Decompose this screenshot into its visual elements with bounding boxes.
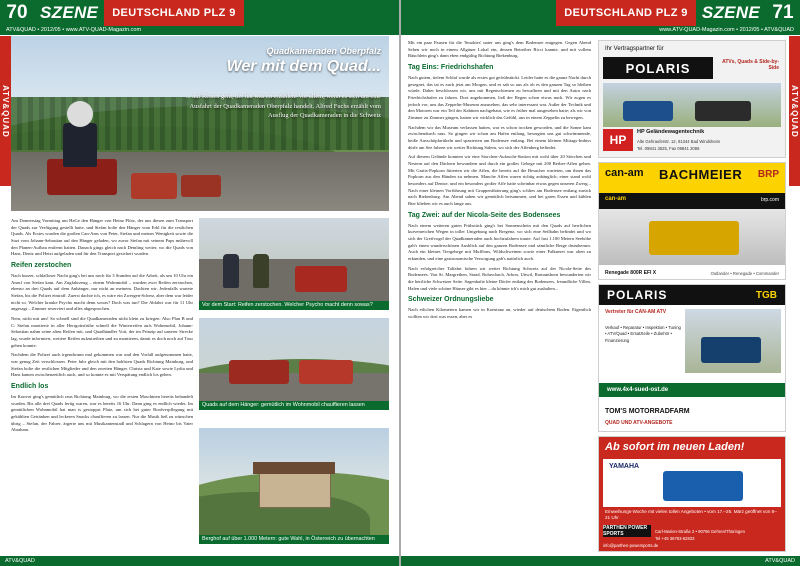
right-page — [400, 0, 800, 566]
right-page-header — [400, 0, 800, 26]
ad-polaris-tagline: ATVs, Quads & Side-by-Side — [722, 59, 779, 71]
ad-canam-vehicle — [649, 221, 739, 255]
paragraph: Nach kurzer, schlafloser Nacht ging's bei uns noch für 3 Stunden auf die Arbeit, als um 10 Uhr ein Anruf von Stefan kam. Am Zugfahrzeug – einem Wohnmobil – wurden zwei Reifen zerstochen, ebenso an drei Quads auf dem Anhänger, nur nicht an meinem. Dachten wir. Jedenfalls wartete Stefan, bis die Polizei eintraff. Zuerst dachte ich, es wäre ein Zwergen-Scherz, aber dem war leider nicht so. Welcher krauke Psycho macht denn sowas? Doch was tun? Die Abfahrt war für 11 Uhr angesagt – Zimmer reserviert und alles abgesprochen. — [11, 273, 193, 312]
photo-reifen-zerstochen — [199, 218, 389, 310]
ad-canam-banner — [599, 163, 785, 193]
ad-hp-logo: HP — [603, 129, 633, 151]
ad-canam-dealer: BACHMEIER — [659, 167, 743, 182]
ad-dealer-site: www.4x4-sued-ost.de — [607, 387, 669, 393]
right-header-szene: SZENE — [701, 3, 760, 22]
article-title: Wer mit dem Quad... — [226, 58, 381, 75]
paragraph: Nein, nicht mit uns! So schnell sind die Quadkameraden nicht klein zu kriegen. Also Plan B und C: Stefan montierte in aller Herrgottsfrühe schnell die Winterreifen aufs Wohnmobil, Johann-Sebastian nahm seine alten Reifen mit, und Quadhändler Voit, der im Prinzip auf unserer Strecke lag, wurde informiert, weitere Reifen aufzutreiben und zu montieren, damit es doch noch auf Tour gehen konnte. — [11, 316, 193, 348]
photo-quads-auf-haenger — [199, 318, 389, 410]
ad-dealer-vehicle — [701, 337, 761, 363]
ad-dealer-photo — [685, 309, 781, 373]
lead-photo-helmet — [67, 101, 93, 127]
ad-dealer-heading: Vertreter für CAN-AM ATV — [605, 309, 667, 315]
paragraph: Am Donnerstag Vormittag um HaGe den Hänger von Heinz Plötz, der uns diesen zum Transport der Quads zur Verfügung gestellt hatte, und Stefan holte den Hänger vom Erbl für die restlichen Quads. Als Erstes wurden die großen Can-Ams von Peter, Stefan und meiner Wenigkeit sowie die Suzi vom Johann-Sebastian auf den Hänger geladen, wo zuvor Stefan mit seinem Paps mühevoll den Planen-Aufbau entfernt hatten. Danach gings gleich nach Demling weiter, wo die Quads von Hans, Deniz und Heizi aufgeladen und für den Transport gesichert wurden. — [11, 218, 193, 257]
left-subbar — [0, 26, 400, 35]
subhead-schweizer-ordnungsliebe: Schweizer Ordnungsliebe — [408, 296, 494, 304]
paragraph: Nach etlichen Kilometern kamen wir in Konstanz an, wieder auf deutschem Boden. Eigentlich wollten wir dort was essen, aber es — [408, 307, 591, 320]
subhead-tag-eins: Tag Eins: Friedrichshafen — [408, 63, 494, 71]
lead-photo-rider — [63, 123, 97, 167]
right-footer-label: ATV&QUAD — [765, 558, 795, 564]
ad-canam-brand: can-am — [605, 167, 644, 179]
ad-canam-photo — [599, 209, 785, 265]
caption-photo-haenger: Quads auf dem Hänger: gemütlich im Wohnmobil chauffieren lassen — [199, 401, 389, 410]
ad-canam-strip-brand: can-am — [605, 196, 627, 202]
paragraph: Nachdem wir das Museum verlassen hatten, war es schon trocken geworden, und die Sonne kam zwischendurch raus. So gingen wir schon am Hafen entlang, besorgten uns gut schwimmende, heiße Ausschöpfartikeln und spazierten am Bodensee entlang. Bei einem kleinen Mittags-Imbiss dürfe am See fuhren wir weiter Richtung Salem, wo sich der Affenberg befindet. — [408, 124, 591, 150]
ad-hp-company: HP Geländewagentechnik — [637, 129, 705, 135]
ad-hp-contact: Tel. 09841 3525, Fax 09841 2086 — [637, 146, 700, 151]
photo-berghof — [199, 428, 389, 544]
paragraph: Auf diesem Gelände konnten wir eine Storchen-Aufzucht-Station mit wohl über 20 Störchen und Nestern auf den Dächern bewundern und durch ein großes Gehege mit 200 Berber-Affen gehen. Mit Gratis-Popkorn fütterten wir die Affen, die bereits auf die Besucher warteten, um ihnen das Popkorn aus den Händen zu nehmen. Manche Affen waren richtig anhänglich; einer stand wohl besonders auf Denise, und ein besonders großer Affe hatte scheinbar etwas gegen unseren Zwerg... Nach einer kleinen Vorführung mit Gruppenfütterung ging's schlies am Bodensee entlang zurück nach Riekenburg. Am Abend sahen wir gemütlich beisammen, und bei garen Essen und kühlen Bier blieben wir es auch lange aus. — [408, 154, 591, 206]
ad-polaris-photo-vehicle — [623, 101, 673, 121]
subhead-endlich-los: Endlich los — [11, 382, 49, 390]
right-header-spacer — [400, 0, 556, 26]
photo-roof — [253, 462, 335, 474]
left-column-text — [11, 218, 193, 437]
left-side-tab: ATV&QUAD — [0, 36, 11, 186]
ad-canam-sub: BRP — [757, 169, 779, 180]
photo-quad — [229, 360, 289, 384]
paragraph: Mit ein paar Pausen für die 'Smokies' unter uns ging's dem Bodensee entgegen. Gegen Abend Sehen wir noch in einem Allgäuer Lokal ein, dessen Betreiber Ricci kannte, und mit vollem Bäuchlein ging's dann eben endgültig Richtung Riekenburg. — [408, 40, 591, 59]
lead-photo-quad-2 — [131, 173, 177, 199]
left-header-meta: ATV&QUAD • 2012/05 • www.ATV-QUAD-Magazin.com — [6, 27, 142, 33]
ad-dealer-subtag: QUAD UND ATV-ANGEBOTE — [605, 420, 673, 426]
ad-polaris-headline: Ihr Vertragspartner für — [605, 46, 664, 52]
left-header-szene: SZENE — [40, 3, 99, 22]
ad-canam-model: Renegade 800R EFI X — [605, 270, 657, 276]
ad-polaris-photo — [603, 83, 781, 127]
ad-polaris-brand: POLARIS — [625, 60, 691, 76]
ad-dealer-sitebar[interactable] — [599, 383, 785, 397]
left-header-region: DEUTSCHLAND PLZ 9 — [104, 0, 244, 26]
ad-canam-website: brp.com — [760, 197, 779, 203]
ad-parthen-address: Carl-Marien-Straße 2 • 90766 Gehren/Thüringen — [655, 529, 745, 534]
ad-canam-models: Outlander • Renegade • Commander — [710, 271, 779, 276]
ad-parthen[interactable] — [598, 436, 786, 552]
ad-polaris-dealer[interactable] — [598, 284, 786, 432]
photo-quad — [295, 266, 347, 292]
ad-parthen-headline: Ab sofort im neuen Laden! — [605, 441, 745, 453]
ad-parthen-contact: Tel +49 36783-62833 — [655, 536, 695, 541]
paragraph: Nach gutem, tiefem Schlaf wurde als erstes gut gefrühstückt. Leider hatte es die gaunz Nacht durch gesegnet, das tat es auch jetzt am Morgen, und es sah so aus als ob es den ganzen Tag so bleiben würde. Daher beschlossen wir, uns mit Regenschirmen zu bewaffnen und mit den Autos nach Friedrichshafen zu fahren. Dort angekommen, ließ der Regen schon etwas nach. Wir zogen es jedoch vor, uns das Zeppelin-Museum anzusehen, das sehr interessant war. Außer der Technik und den Motoren war ein Teil der Kabinen nachgebaut, wie es früher mal ausgesehen hatte; als wir von Zimmer zu Zimmer gingen, hatten wir wirklich das Gefühl, uns in einem Zeppelin zu bewegen. — [408, 75, 591, 121]
ad-polaris-hp[interactable] — [598, 40, 786, 158]
caption-photo-berghof: Berghof auf über 1.000 Metern: gute Wahl, in Österreich zu übernachten — [199, 535, 389, 544]
photo-quad — [299, 360, 353, 384]
left-page-number: 70 — [0, 0, 34, 26]
subhead-tag-zwei: Tag Zwei: auf der Nicola-Seite des Bodensees — [408, 211, 561, 219]
subhead-reifen-zerstochen: Reifen zerstochen — [11, 261, 72, 269]
ad-polaris-photo-vehicle-2 — [695, 101, 751, 121]
left-footer-label: ATV&QUAD — [5, 558, 35, 564]
paragraph: Im Konvoi ging's gemütlich raus Richtung Mainburg, wo die ersten Maschinen bereits behandelt wurden. Bis alle drei Quads fertig waren, war es bereits 16 Uhr. Dann ging es endlich wieder. Im gemütlichen Wohnmobil hat man is gestoppst Platz, um sich bei guter Bordverpflegung mit gekühlten Getränken und leckeren Snacks chauffieren zu lassen. Nur die Musik ließ zu wünschen übrig – Stefan, der Fahrer, ärgerte uns mit Musikantenstadl und Schlagern von Heino bis Vater Abraham. — [11, 394, 193, 433]
right-page-number: 71 — [766, 0, 800, 26]
ad-parthen-vehicle — [663, 471, 743, 501]
left-page-header — [0, 0, 400, 26]
lead-photo — [11, 36, 389, 211]
right-side-tab: ATV&QUAD — [789, 36, 800, 186]
paragraph: Nach einem weiteren guten Frühstück ging's bei Sonnenschein mit den Quads auf herrlichen kurvenreichen Wegen in toller Umgebung nach Bregenz, wo sich eine Seilbahn befindet und wo sich der Greifvogel der Quadkameraden auch hochzufahren traute. Auf fast 1.100 Metern Seehöhe gab's einen wunderschönen Ausblick auf den ganzen Bodensee und sämtliche Berge drumherum. Auch ein kleines Tiergehege mit Mufflons, Wildschweinen sowie einer Falknerei war oben zu erkunden, und eine gastronomische Versorgung gab's natürlich auch. — [408, 222, 591, 261]
ad-parthen-yamaha: YAMAHA — [609, 463, 640, 470]
ad-dealer-tgb: TGB — [755, 289, 777, 301]
article-kicker: Quadkameraden Oberpfalz — [266, 46, 381, 56]
paragraph: Nach erfolgreicher Talfahrt fuhren wir weiter Richtung Schweiz auf der Nicola-Seite des Bodensees. Von St. Margrethen, Staad, Rohrschach, Arbon, Uttwil, Romanshorn bewunderten wir die herrliche Schweizer Seite. Sagenhafte kleine Dörfer entlang des Bodensees, freundliche Villen, Hafen und viele schöne Häuser gibt es hier – da könnte ich's mich gut aushalten... — [408, 265, 591, 291]
ad-canam-strip — [599, 193, 785, 209]
ad-polaris-brand-block — [603, 57, 713, 79]
page-spine — [399, 0, 401, 566]
ad-parthen-photo — [603, 459, 781, 507]
right-footer — [400, 556, 800, 566]
left-header-spacer — [244, 0, 400, 26]
ad-dealer-list: Verkauf • Reparatur • Inspektion • Tuning • ATV/Quad • Ersatzteile • Zubehör • Finanzierung — [605, 325, 681, 343]
ad-hp-address: Alte Gehrauferstr. 12, 91344 Bad Windsheim — [637, 139, 721, 144]
ad-dealer-brand: POLARIS — [607, 288, 668, 302]
ad-dealer-brandbar — [599, 285, 785, 305]
ad-parthen-email[interactable]: info@parthen-powersports.de — [603, 543, 659, 548]
photo-building — [259, 472, 331, 508]
right-header-region: DEUTSCHLAND PLZ 9 — [556, 0, 696, 26]
right-subbar — [400, 26, 800, 35]
photo-person — [223, 254, 239, 288]
right-header-meta: www.ATV-QUAD-Magazin.com • 2012/05 • ATV&QUAD — [659, 27, 794, 33]
right-column-text — [408, 40, 591, 324]
paragraph: Nachdem die Polizei auch irgendwann mal gekommen war und den Vorfall aufgenommen hatte, war genug Zeit verschlossen. Peter fuhr gleich mit den hohlsten Quads Richtung Mainburg, und Stefan holte die restlichen Mitglieder und den zweiten Hänger. Christa und Kate sowie Lydia und Hans kamen zwischenzeitlich auch, und so konnte es mit Verspätung endlich los gehen. — [11, 352, 193, 378]
lead-photo-quad-3 — [181, 175, 221, 197]
ad-dealer-tag: TOM'S MOTORRADFARM — [605, 408, 690, 415]
left-footer — [0, 556, 400, 566]
article-lead: ... auf Reisen geht, der hat was zu erzählen. Vor allem, wenn es sich um eine Ausfahrt der Quadkameraden Oberpfalz handelt. Alfred Fuchs erzählt vom Ausflug der Quadkameraden in die Schweiz — [185, 93, 381, 120]
ad-canam-bachmeier[interactable] — [598, 162, 786, 280]
photo-person — [253, 254, 269, 288]
ad-parthen-brand: PARTHEN POWER SPORTS — [603, 525, 651, 537]
caption-photo-reifen: Vor dem Start: Reifen zerstochen. Welcher Psycho macht denn sowas? — [199, 301, 389, 310]
ad-parthen-info: Einweihungs-Woche mit vielen tollen Angeboten • vom 17.–25. März geöffnet von 8–21 Uhr — [605, 509, 777, 521]
